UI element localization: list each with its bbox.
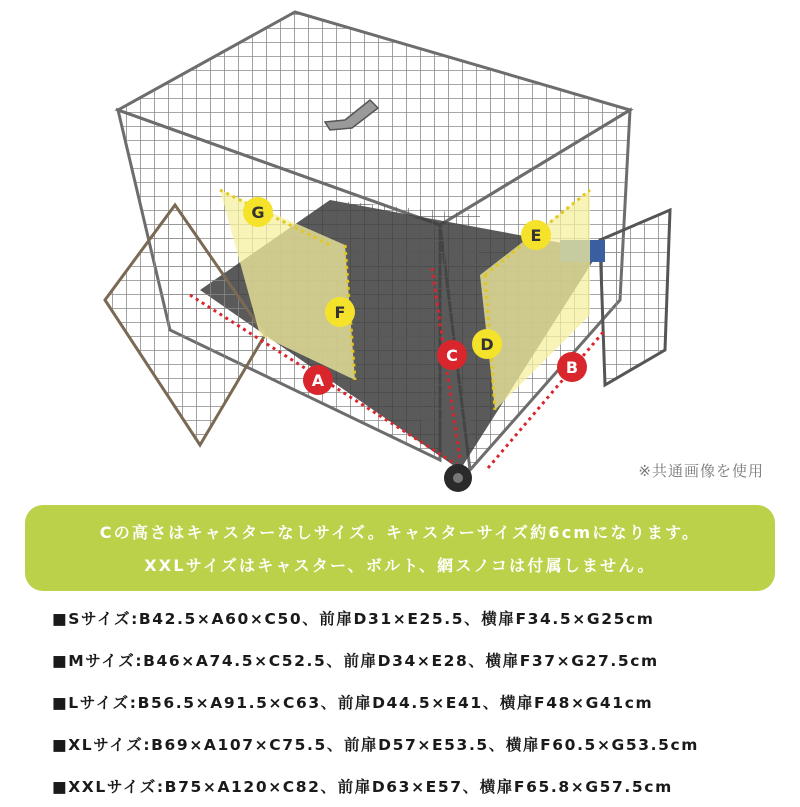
label-g <box>243 197 273 227</box>
shared-image-note: ※共通画像を使用 <box>638 462 764 480</box>
size-spec-list <box>52 597 792 807</box>
label-a <box>303 365 333 395</box>
label-b <box>557 352 587 382</box>
spec-size-l: ■Lサイズ:B56.5×A91.5×C63、前扉D44.5×E41、横扉F48×G41cm <box>52 694 654 712</box>
svg-text:E: E <box>530 226 542 245</box>
info-line-2: XXLサイズはキャスター、ボルト、網スノコは付属しません。 <box>144 556 656 575</box>
svg-text:G: G <box>251 203 265 222</box>
svg-text:A: A <box>311 371 325 390</box>
spec-size-xxl: ■XXLサイズ:B75×A120×C82、前扉D63×E57、横扉F65.8×G57.5cm <box>52 778 673 796</box>
label-c <box>437 340 467 370</box>
front-door-open <box>600 210 670 385</box>
svg-text:B: B <box>565 358 579 377</box>
svg-text:D: D <box>480 335 494 354</box>
label-d <box>472 329 502 359</box>
spec-size-xl: ■XLサイズ:B69×A107×C75.5、前扉D57×E53.5、横扉F60.5×G53.5cm <box>52 736 700 754</box>
caster-hub <box>453 473 463 483</box>
label-f <box>325 297 355 327</box>
svg-text:F: F <box>334 303 346 322</box>
spec-size-s: ■Sサイズ:B42.5×A60×C50、前扉D31×E25.5、横扉F34.5×G25cm <box>52 610 655 628</box>
spec-size-m: ■Mサイズ:B46×A74.5×C52.5、前扉D34×E28、横扉F37×G27.5cm <box>52 652 659 670</box>
info-line-1: Cの高さはキャスターなしサイズ。キャスターサイズ約6cmになります。 <box>99 523 701 542</box>
caster-info-box <box>25 505 775 591</box>
label-e <box>521 220 551 250</box>
svg-text:C: C <box>446 346 458 365</box>
